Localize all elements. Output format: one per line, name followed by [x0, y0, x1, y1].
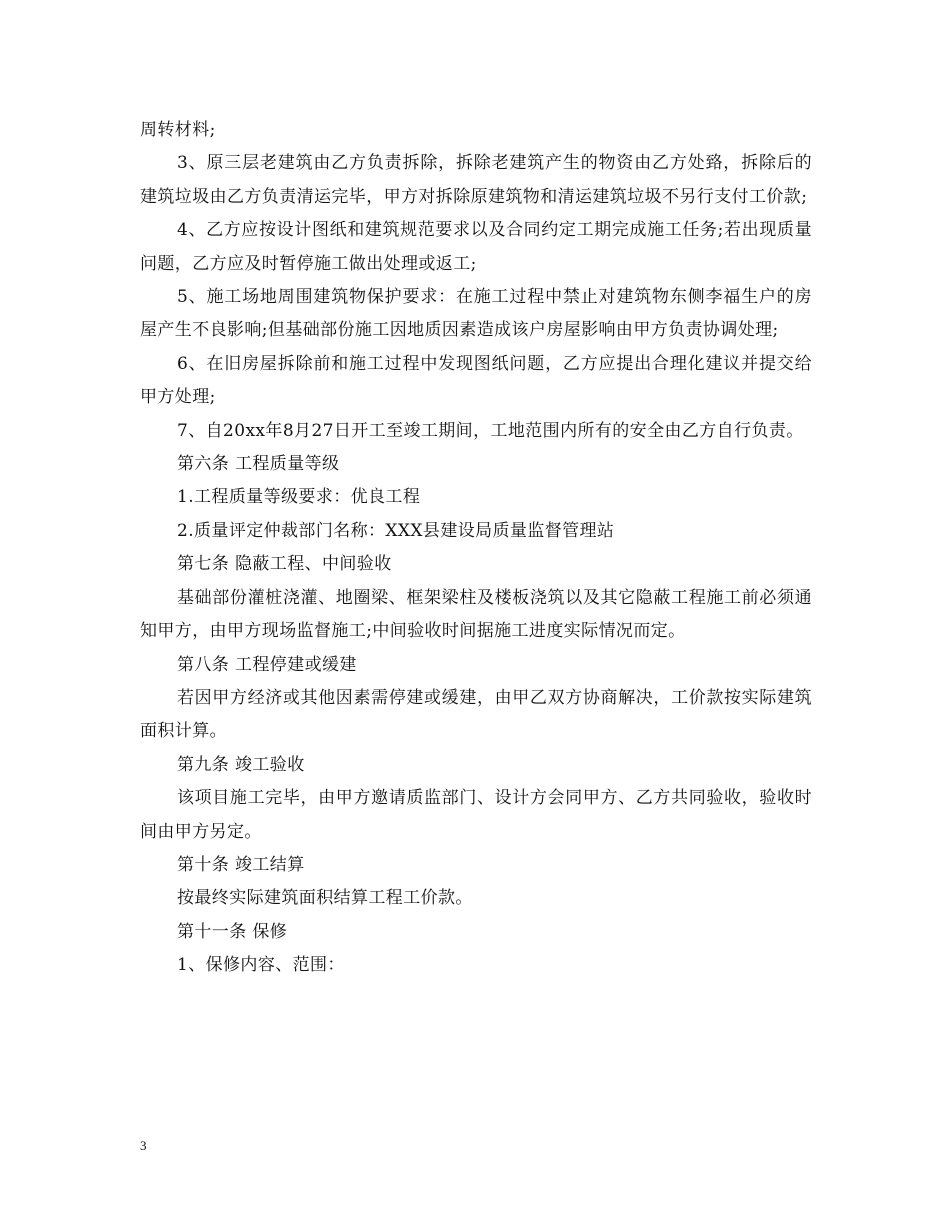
paragraph: 6、在旧房屋拆除前和施工过程中发现图纸问题，乙方应提出合理化建议并提交给甲方处理;: [140, 353, 812, 408]
paragraph: 第九条 竣工验收: [177, 754, 305, 775]
paragraph: 若因甲方经济或其他因素需停建或缓建，由甲乙双方协商解决，工价款按实际建筑面积计算。: [140, 687, 812, 742]
paragraph: 第八条 工程停建或缓建: [177, 654, 357, 675]
paragraph: 1、保修内容、范围：: [177, 955, 345, 976]
paragraph: 第十条 竣工结算: [177, 854, 305, 875]
paragraph: 4、乙方应按设计图纸和建筑规范要求以及合同约定工期完成施工任务;若出现质量问题，乙方应及时暂停施工做出处理或返工;: [140, 220, 812, 274]
page-number: 3: [140, 1138, 147, 1153]
paragraph: 5、施工场地周围建筑物保护要求：在施工过程中禁止对建筑物东侧李福生户的房屋产生不良影响;但基础部份施工因地质因素造成该户房屋影响由甲方负责协调处理;: [140, 287, 812, 341]
document-body: [140, 114, 812, 983]
paragraph: 基础部份灌桩浇灌、地圈梁、框架梁柱及楼板浇筑以及其它隐蔽工程施工前必须通知甲方，由甲方现场监督施工;中间验收时间据施工进度实际情况而定。: [140, 587, 812, 642]
paragraph: 该项目施工完毕，由甲方邀请质监部门、设计方会同甲方、乙方共同验收，验收时间由甲方另定。: [140, 788, 812, 842]
paragraph: 7、自20xx年8月27日开工至竣工期间，工地范围内所有的安全由乙方自行负责。: [177, 420, 804, 441]
paragraph: 2.质量评定仲裁部门名称：XXX县建设局质量监督管理站: [177, 520, 615, 541]
paragraph: 3、原三层老建筑由乙方负责拆除，拆除老建筑产生的物资由乙方处臵，拆除后的建筑垃圾由乙方负责清运完毕，甲方对拆除原建筑物和清运建筑垃圾不另行支付工价款;: [140, 153, 812, 207]
paragraph: 第七条 隐蔽工程、中间验收: [177, 554, 392, 575]
paragraph: 1.工程质量等级要求：优良工程: [177, 487, 421, 508]
paragraph: 按最终实际建筑面积结算工程工价款。: [177, 888, 473, 909]
paragraph: 第六条 工程质量等级: [177, 454, 340, 475]
paragraph: 周转材料;: [140, 120, 216, 140]
paragraph: 第十一条 保修: [177, 921, 288, 942]
